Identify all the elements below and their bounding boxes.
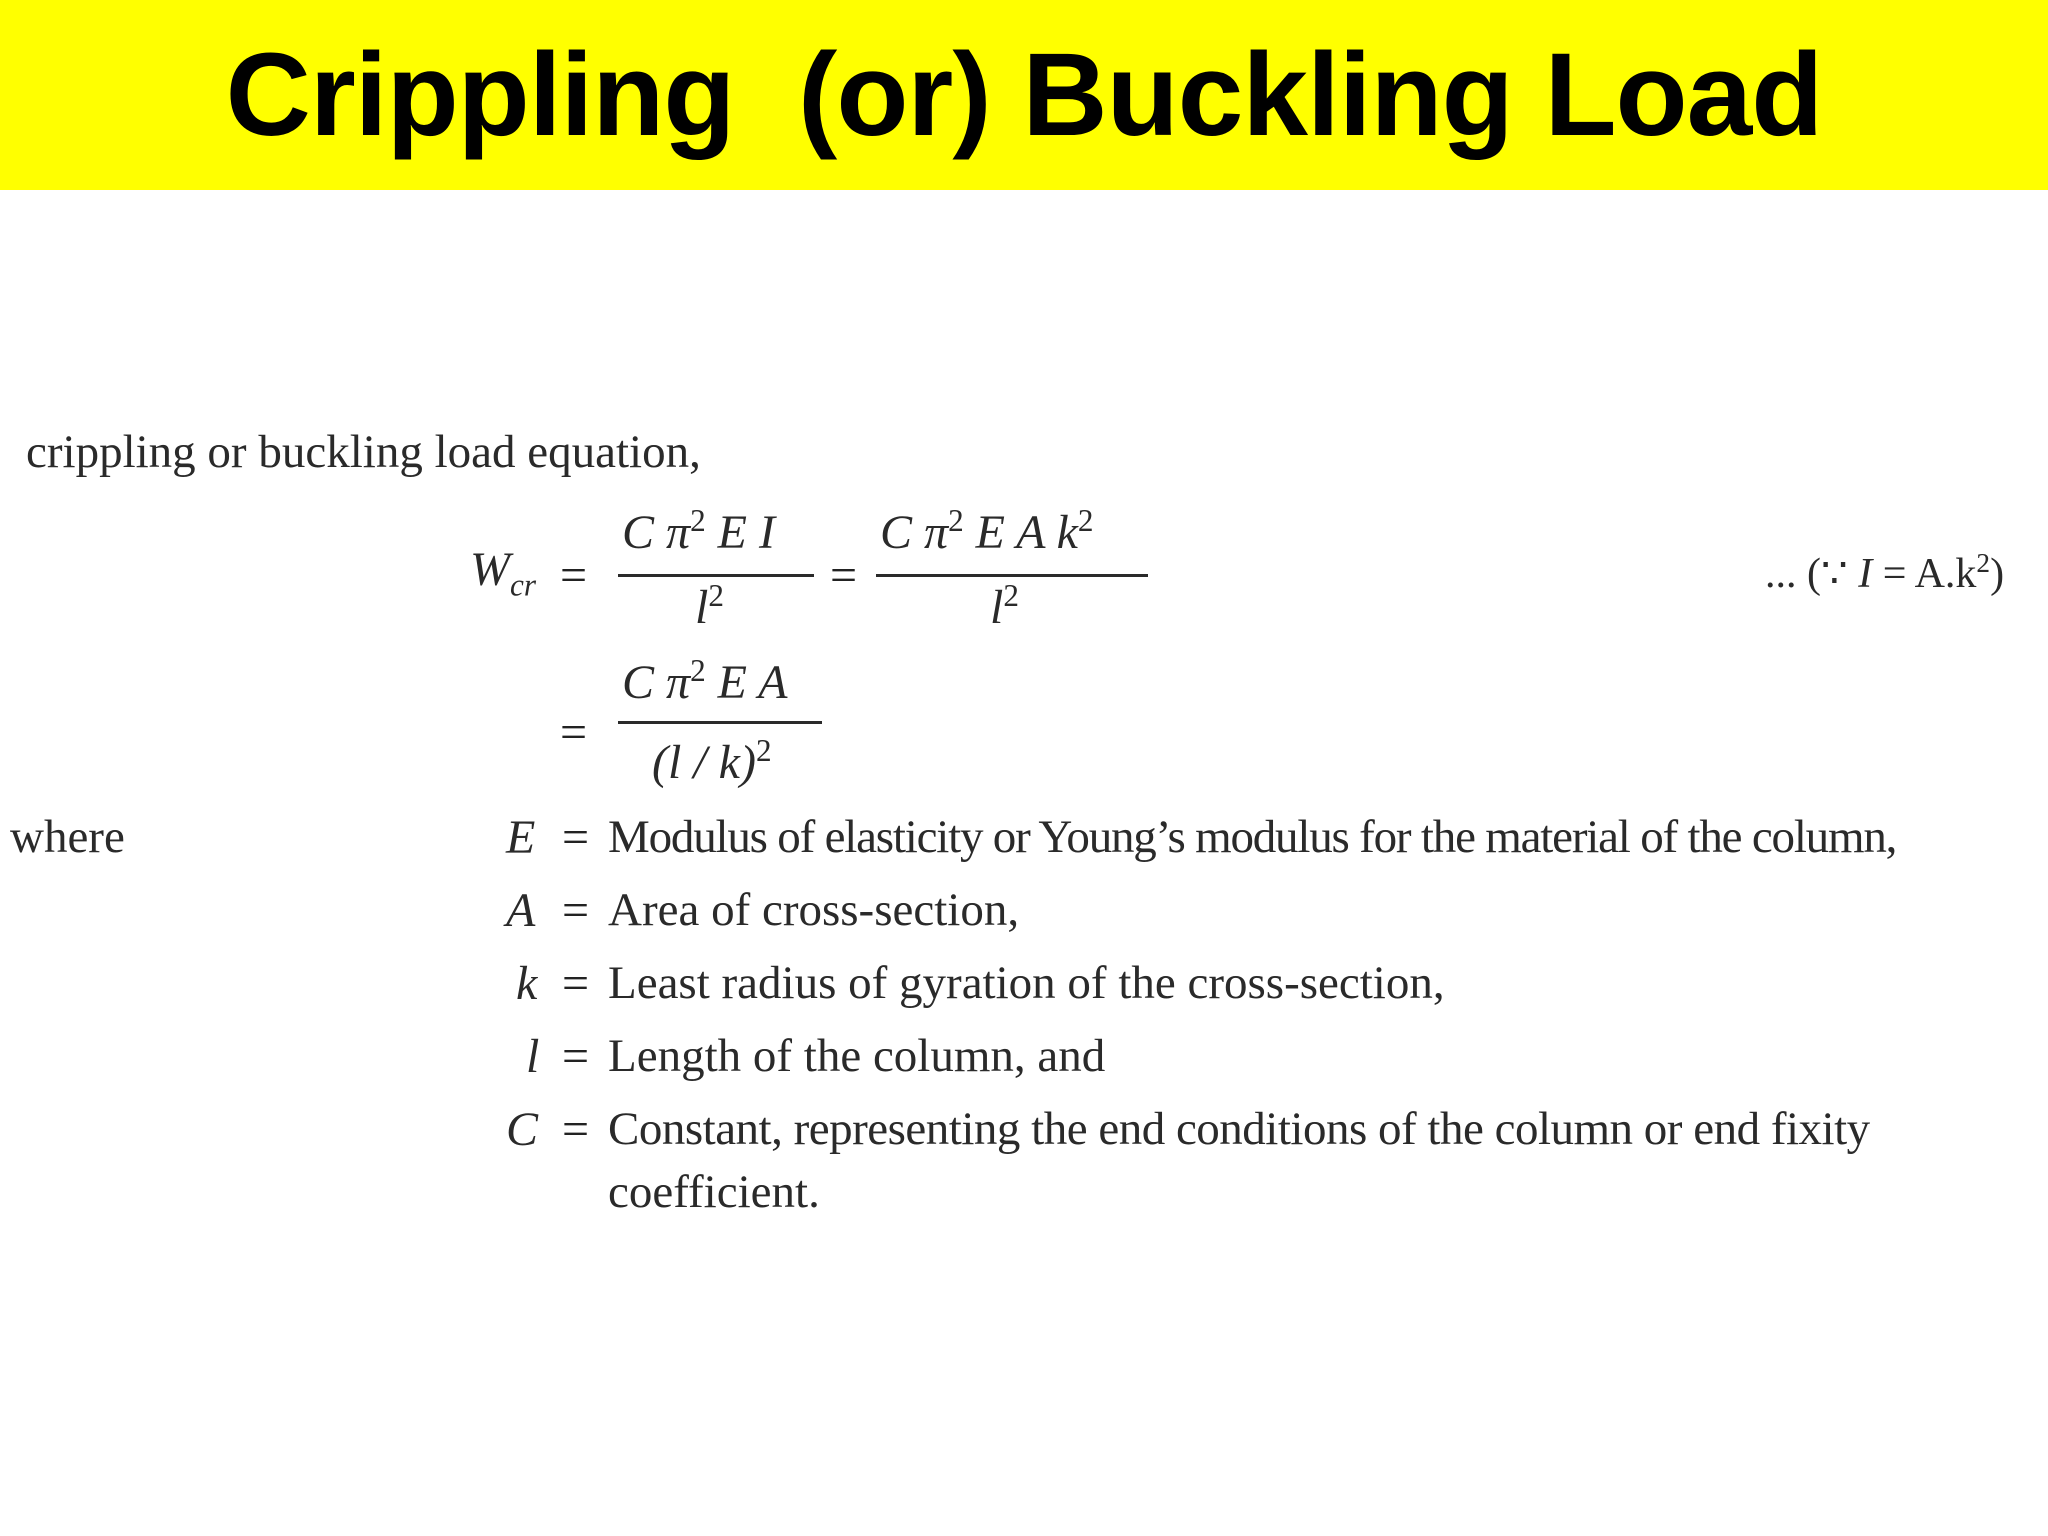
fraction-1-denominator: $l^2$ <box>695 578 724 634</box>
fraction-1-bar <box>618 574 814 577</box>
slide-title: Crippling (or) Buckling Load <box>225 29 1823 161</box>
fraction-3-denominator: (l / k)$^2$ <box>652 733 772 789</box>
identity-note: ... (∵ $I = A.k^2$) <box>1765 548 2005 597</box>
intro-text: crippling or buckling load equation, <box>26 426 701 478</box>
fraction-2-denominator: $l^2$ <box>990 578 1019 634</box>
fraction-2-bar <box>876 574 1148 577</box>
def-text-l: Length of the column, and <box>608 1030 1106 1082</box>
fraction-1-numerator: C $\pi^2$ E I <box>622 503 775 559</box>
fraction-3-numerator: C $\pi^2$ E A <box>622 653 788 709</box>
fraction-3-bar <box>618 721 822 724</box>
def-text-C-continuation: coefficient. <box>608 1166 820 1218</box>
def-equals-C: = <box>562 1103 590 1156</box>
fraction-2-numerator: C $\pi^2$ E A $k^2$ <box>880 503 1094 559</box>
equals-sign-2: = <box>830 549 858 602</box>
def-symbol-C: C <box>506 1103 539 1156</box>
equals-sign-3: = <box>560 706 588 759</box>
def-equals-E: = <box>562 811 590 864</box>
def-equals-k: = <box>562 957 590 1010</box>
equals-sign-1: = <box>560 549 588 602</box>
def-text-A: Area of cross-section, <box>608 884 1020 936</box>
def-symbol-A: A <box>506 884 536 937</box>
def-equals-A: = <box>562 884 590 937</box>
def-text-E: Modulus of elasticity or Young’s modulus for the material of the column, <box>608 811 1897 863</box>
def-equals-l: = <box>562 1030 590 1083</box>
def-symbol-E: E <box>506 811 536 864</box>
def-symbol-l: l <box>526 1030 540 1083</box>
def-text-k: Least radius of gyration of the cross-section, <box>608 957 1445 1009</box>
def-symbol-k: k <box>516 957 538 1010</box>
equation-lhs: $W_{cr}$ <box>470 543 536 603</box>
def-text-C: Constant, representing the end conditions of the column or end fixity <box>608 1103 1870 1155</box>
where-label: where <box>10 811 125 863</box>
